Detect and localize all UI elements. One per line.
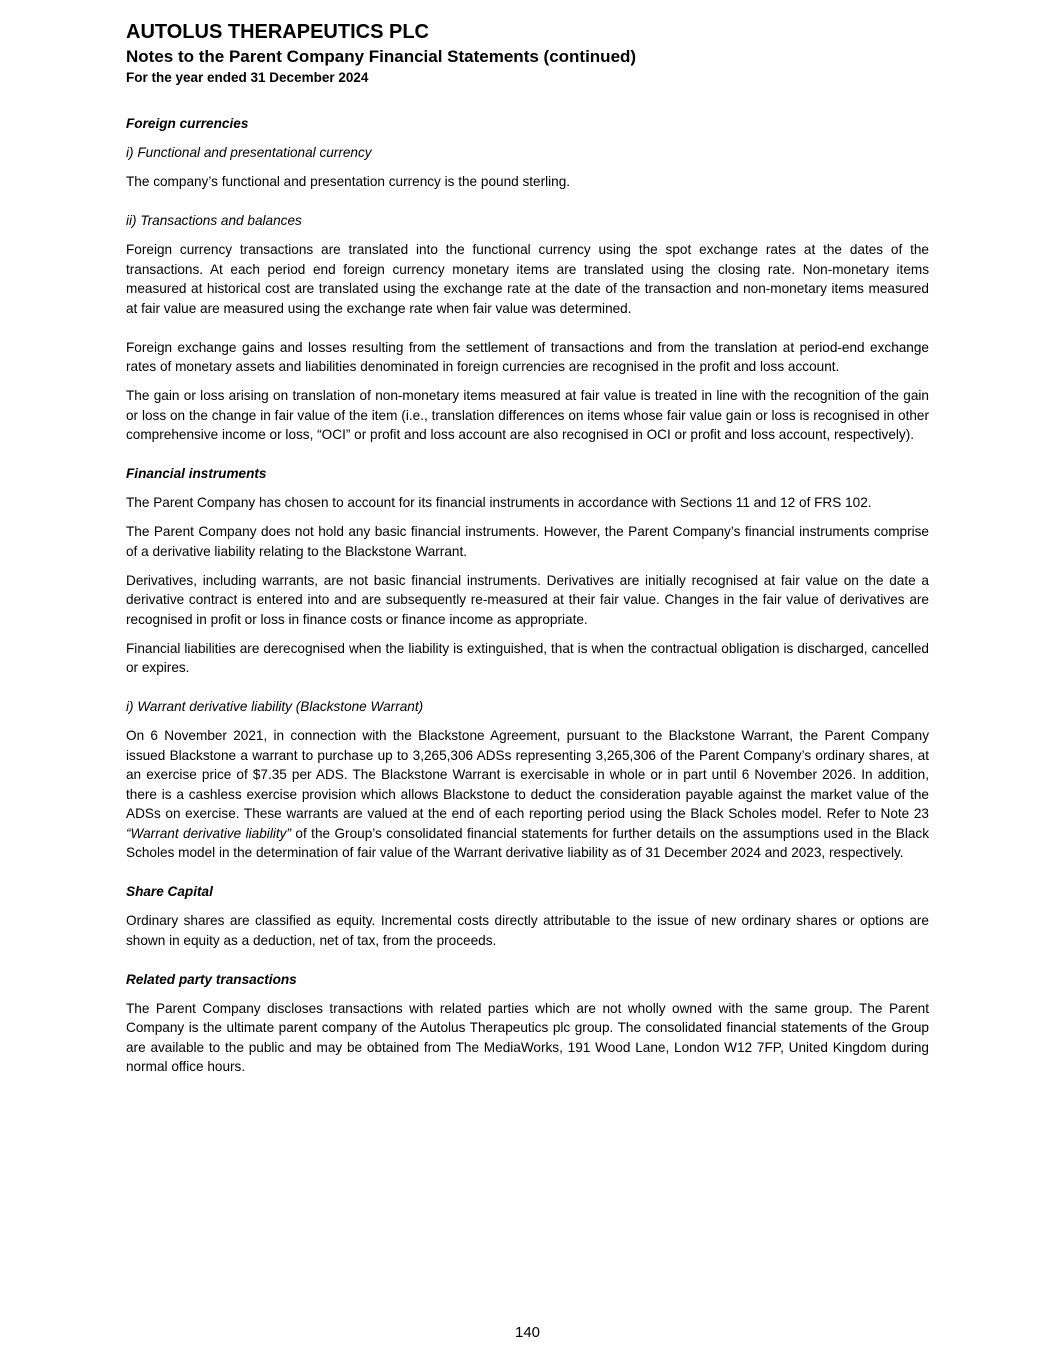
note-reference: “Warrant derivative liability”: [126, 825, 291, 841]
paragraph: Financial liabilities are derecognised when the liability is extinguished, that is when the contractual obligation is discharged, cancelled or expires.: [126, 640, 929, 675]
paragraph: The Parent Company discloses transactions with related parties which are not wholly owned with the same group. The Parent Company is the ultimate parent company of the Autolus Therapeutics plc group. The consolidated financial statements of the Group are available to the public and may be obtained from The MediaWorks, 191 Wood Lane, London W12 7FP, United Kingdom during normal office hours.: [126, 1000, 929, 1074]
spacer: [126, 201, 929, 211]
subsection-heading: i) Warrant derivative liability (Blackstone Warrant): [126, 699, 424, 714]
spacer: [126, 960, 929, 970]
spacer: [126, 328, 929, 338]
reporting-period: For the year ended 31 December 2024: [126, 70, 369, 85]
paragraph: The gain or loss arising on translation of non-monetary items measured at fair value is treated in line with the recognition of the gain or loss on the change in fair value of the item (i.e., translation differences on items whose fair value gain or loss is recognised in other comprehensive income or loss, “OCI” or profit and loss account are also recognised in OCI or profit and loss account, respectively).: [126, 388, 929, 442]
section-heading: Foreign currencies: [126, 116, 249, 131]
section-foreign-currencies: [126, 114, 929, 445]
section-related-party: [126, 970, 929, 1077]
paragraph: Derivatives, including warrants, are not basic financial instruments. Derivatives are initially recognised at fair value on the date a derivative contract is entered into and are subsequently re-measured at their fair value. Changes in the fair value of derivatives are recognised in profit or loss in finance costs or finance income as appropriate.: [126, 572, 929, 627]
section-heading: Financial instruments: [126, 466, 267, 481]
subsection-heading: ii) Transactions and balances: [126, 213, 302, 228]
spacer: [126, 872, 929, 882]
warrant-text-part-2: of the Group’s consolidated financial statements for further details on the assumptions used in the Black Scholes model in the determination of fair value of the Warrant derivative liability as of 31 December 2024 and 2023, respectively.: [126, 825, 929, 860]
paragraph: The Parent Company does not hold any basic financial instruments. However, the Parent Company’s financial instruments comprise of a derivative liability relating to the Blackstone Warrant.: [126, 524, 929, 559]
paragraph: The company’s functional and presentation currency is the pound sterling.: [126, 174, 571, 189]
paragraph: Foreign exchange gains and losses resulting from the settlement of transactions and from the translation at period-end exchange rates of monetary assets and liabilities denominated in foreign currencies are recognised in the profit and loss account.: [126, 339, 929, 374]
section-share-capital: [126, 882, 929, 950]
subsection-heading: i) Functional and presentational currency: [126, 145, 372, 160]
page-header: [126, 20, 929, 88]
section-financial-instruments: [126, 464, 929, 863]
paragraph: Foreign currency transactions are translated into the functional currency using the spot exchange rates at the dates of the transactions. At each period end foreign currency monetary items are translated using the closing rate. Non-monetary items measured at historical cost are translated using the exchange rate at the date of the transaction and non-monetary items measured at fair value are measured using the exchange rate when fair value was determined.: [126, 242, 929, 316]
paragraph: The Parent Company has chosen to account for its financial instruments in accordance with Sections 11 and 12 of FRS 102.: [126, 495, 872, 510]
section-heading: Share Capital: [126, 884, 213, 899]
paragraph: Ordinary shares are classified as equity. Incremental costs directly attributable to the issue of new ordinary shares or options are shown in equity as a deduction, net of tax, from the proceeds.: [126, 913, 929, 948]
section-heading: Related party transactions: [126, 971, 297, 987]
spacer: [126, 687, 929, 697]
paragraph-warrant: [126, 726, 929, 863]
document-body: [126, 114, 929, 1086]
warrant-text-part-1: On 6 November 2021, in connection with the Blackstone Agreement, pursuant to the Blackstone Warrant, the Parent Company issued Blackstone a warrant to purchase up to 3,265,306 ADSs representing 3,265,306 of the Parent Company’s ordinary shares, at an exercise price of $7.35 per ADS. The Blackstone Warrant is exercisable in whole or in part until 6 November 2026. In addition, there is a cashless exercise provision which allows Blackstone to deduct the consideration payable against the market value of the ADSs on exercise. These warrants are valued at the end of each reporting period using the Black Scholes model. Refer to Note 23: [126, 728, 929, 821]
spacer: [126, 454, 929, 464]
page-number: 140: [514, 1324, 541, 1341]
document-subtitle: Notes to the Parent Company Financial Statements (continued): [126, 47, 637, 66]
company-name: AUTOLUS THERAPEUTICS PLC: [126, 21, 429, 43]
